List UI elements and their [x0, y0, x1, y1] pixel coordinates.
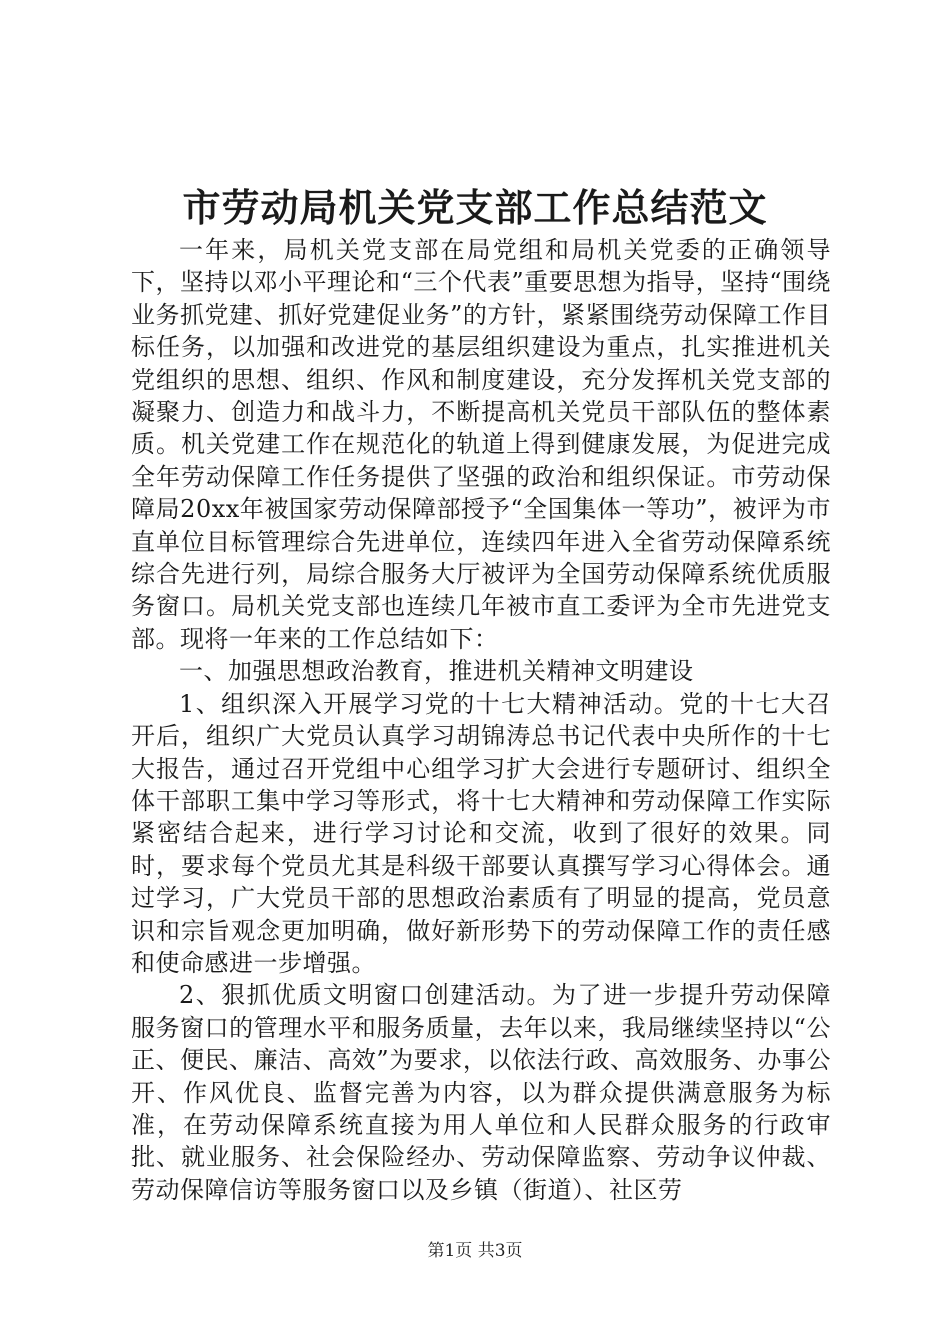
document-body: [131, 234, 831, 1206]
page-number-footer: 第1页 共3页: [427, 1241, 523, 1261]
paragraph-item-2: 2、狠抓优质文明窗口创建活动。为了进一步提升劳动保障服务窗口的管理水平和服务质量，去年以来，我局继续坚持以“公正、便民、廉洁、高效”为要求，以依法行政、高效服务、办事公开、作风优良、监督完善为内容，以为群众提供满意服务为标准，在劳动保障系统直接为用人单位和人民群众服务的行政审批、就业服务、社会保险经办、劳动保障监察、劳动争议仲裁、劳动保障信访等服务窗口以及乡镇（街道）、社区劳: [131, 981, 831, 1204]
section-heading: 一、加强思想政治教育，推进机关精神文明建设: [179, 657, 694, 686]
intro-paragraph: 一年来，局机关党支部在局党组和局机关党委的正确领导下，坚持以邓小平理论和“三个代表”重要思想为指导，坚持“围绕业务抓党建、抓好党建促业务”的方针，紧紧围绕劳动保障工作目标任务，以加强和改进党的基层组织建设为重点，扎实推进机关党组织的思想、组织、作风和制度建设，充分发挥机关党支部的凝聚力、创造力和战斗力，不断提高机关党员干部队伍的整体素质。机关党建工作在规范化的轨道上得到健康发展，为促进完成全年劳动保障工作任务提供了坚强的政治和组织保证。市劳动保障局20xx年被国家劳动保障部授予“全国集体一等功”，被评为市直单位目标管理综合先进单位，连续四年进入全省劳动保障系统综合先进行列，局综合服务大厅被评为全国劳动保障系统优质服务窗口。局机关党支部也连续几年被市直工委评为全市先进党支部。现将一年来的工作总结如下：: [131, 236, 831, 653]
document-title: 市劳动局机关党支部工作总结范文: [182, 185, 768, 230]
paragraph-item-1: 1、组织深入开展学习党的十七大精神活动。党的十七大召开后，组织广大党员认真学习胡锦涛总书记代表中央所作的十七大报告，通过召开党组中心组学习扩大会进行专题研讨、组织全体干部职工集中学习等形式，将十七大精神和劳动保障工作实际紧密结合起来，进行学习讨论和交流，收到了很好的效果。同时，要求每个党员尤其是科级干部要认真撰写学习心得体会。通过学习，广大党员干部的思想政治素质有了明显的提高，党员意识和宗旨观念更加明确，做好新形势下的劳动保障工作的责任感和使命感进一步增强。: [131, 689, 831, 977]
